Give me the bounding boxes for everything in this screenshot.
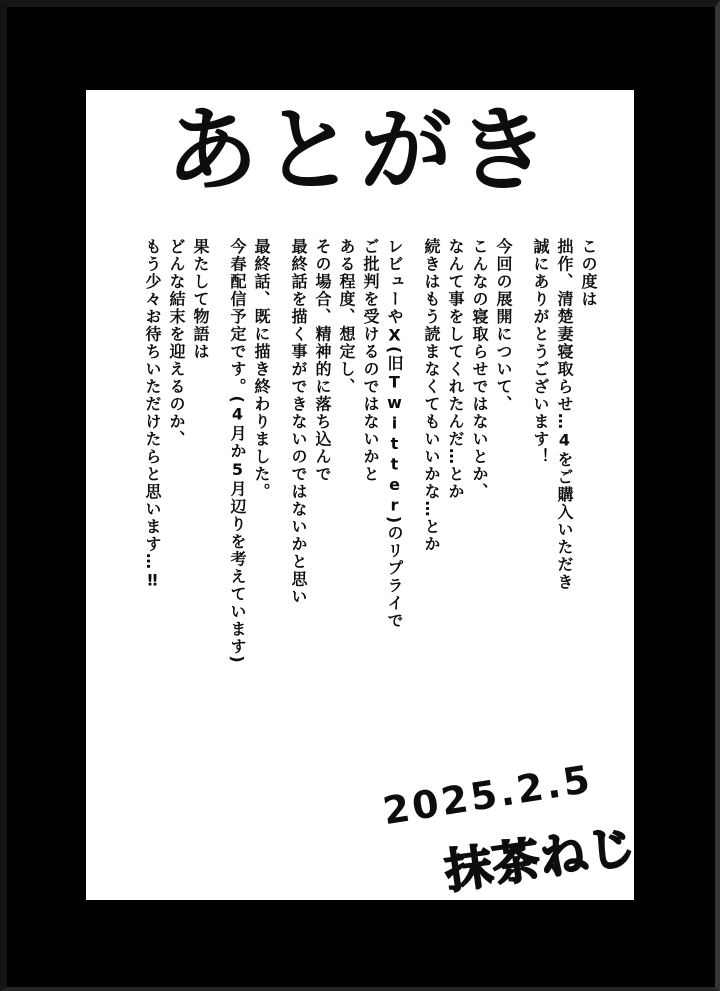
afterword-line: 果たして物語は: [191, 238, 210, 361]
afterword-line: レビューやX(旧Twitter)のリプライで: [385, 238, 404, 630]
afterword-line: 続きはもう読まなくてもいいかな…とか: [422, 238, 441, 553]
afterword-line: 最終話、既に描き終わりました。: [252, 238, 271, 501]
afterword-paragraph-5: [140, 238, 212, 700]
afterword-paragraph-2: [419, 238, 515, 700]
afterword-line: なんて事をしてくれたんだ…とか: [446, 238, 465, 501]
afterword-line: 今回の展開について、: [494, 238, 513, 413]
afterword-line: もう少々お待ちいただけたらと思います…‼: [143, 238, 162, 591]
page-title: あとがき: [165, 96, 554, 204]
afterword-line: ある程度、想定し、: [337, 238, 356, 396]
afterword-line: どんな結末を迎えるのか、: [167, 238, 186, 448]
artist-signature: 抹茶ねじ: [441, 818, 640, 901]
afterword-line: 誠にありがとうございます！: [531, 238, 550, 466]
afterword-body-text: [140, 238, 600, 700]
afterword-paragraph-3: [286, 238, 406, 700]
afterword-paper: [86, 90, 640, 901]
afterword-line: この度は: [579, 238, 598, 308]
afterword-line: こんなの寝取らせではないとか、: [470, 238, 489, 501]
afterword-line: ご批判を受けるのではないかと: [361, 238, 380, 483]
afterword-paragraph-4: [225, 238, 273, 700]
afterword-line: 最終話を描く事ができないのではないかと思い: [289, 238, 308, 606]
afterword-paragraph-1: [528, 238, 600, 700]
afterword-line: 拙作、清楚妻寝取らせ…4をご購入いただき: [555, 238, 574, 591]
afterword-line: 今春配信予定です。(4月か5月辺りを考えています): [228, 238, 247, 665]
handwritten-date: 2025.2.5: [380, 756, 597, 834]
afterword-line: その場合、精神的に落ち込んで: [313, 238, 332, 483]
